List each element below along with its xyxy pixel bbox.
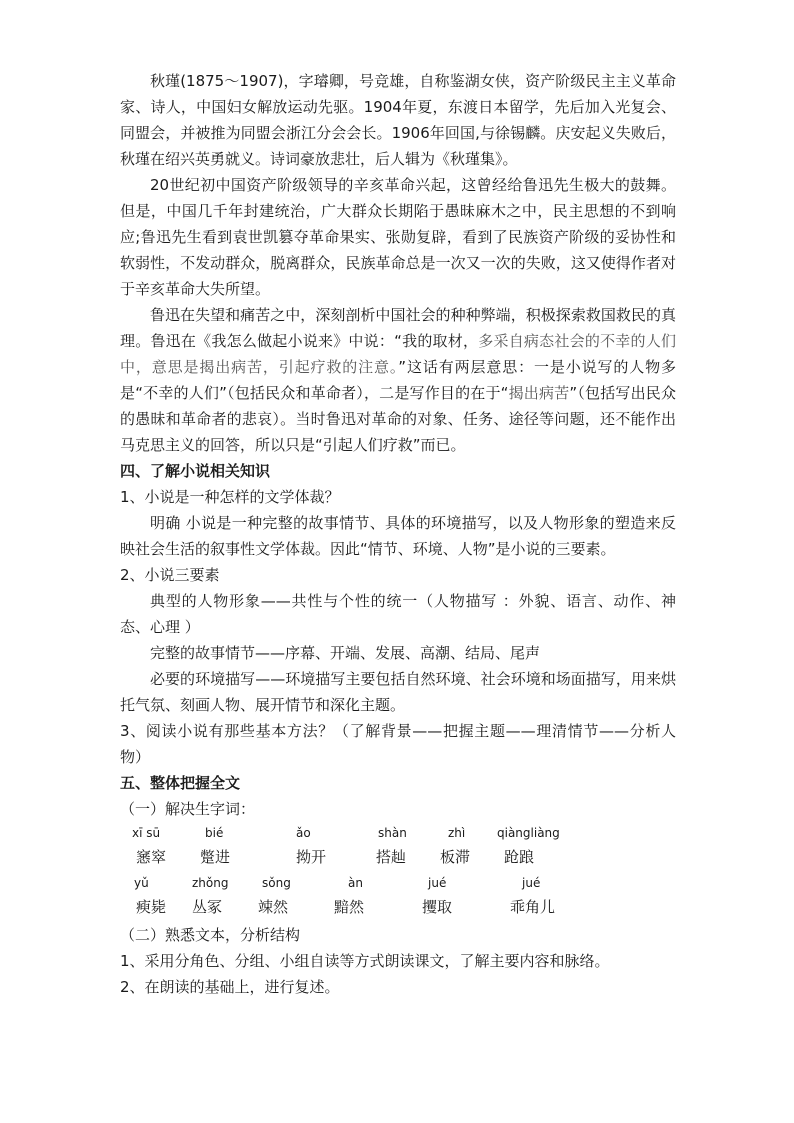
pinyin-item: jué (428, 876, 447, 890)
words-row-2 (120, 896, 676, 922)
section-5-sub1: （一）解决生字词： (120, 800, 256, 818)
section-4-q2: 2、小说三要素 (120, 566, 220, 584)
luxun-quote: 多采自病态社会的不幸的人们中，意思是揭出病苦，引起疗救的注意。 (120, 332, 676, 376)
pinyin-item: qiàngliàng (497, 826, 560, 840)
section-4-heading: 四、了解小说相关知识 (120, 462, 271, 480)
element-plot: 完整的故事情节——序幕、开端、发展、高潮、结局、尾声 (150, 644, 541, 662)
word-item: 窸窣 (136, 848, 167, 866)
luxun-text-b: ”这话有两层意思：一是小说写的人物多是“不幸的人们”（包括民众和革命者），二是写作目的在于“ (120, 358, 676, 402)
luxun-text-c: ”（包括写出民众的愚昧和革命者的悲哀）。当时鲁迅对革命的对象、任务、途径等问题，还不能作出马克思主义的回答，所以只是“引起人们疗救”而已。 (120, 384, 676, 454)
pinyin-item: àn (348, 876, 363, 890)
pinyin-item: yǔ (134, 876, 149, 890)
words-row-1 (120, 846, 676, 872)
pinyin-item: zhǒng (192, 876, 229, 890)
luxun-paragraph (120, 302, 676, 458)
pinyin-item: shàn (378, 826, 407, 840)
section-5-sub2: （二）熟悉文本，分析结构 (120, 926, 301, 944)
pinyin-item: zhì (448, 826, 466, 840)
pinyin-row-2 (120, 876, 676, 896)
pinyin-item: sǒng (262, 876, 291, 890)
pinyin-item: bié (205, 826, 224, 840)
word-item: 跄踉 (504, 848, 535, 866)
word-item: 拗开 (296, 848, 327, 866)
word-item: 板滞 (440, 848, 471, 866)
word-item: 瘐毙 (136, 898, 167, 916)
section-5-step2: 2、在朗读的基础上，进行复述。 (120, 978, 340, 996)
section-5-step1: 1、采用分角色、分组、小组自读等方式朗读课文，了解主要内容和脉络。 (120, 952, 610, 970)
word-item: 乖角儿 (510, 898, 556, 916)
luxun-text-a: 鲁迅在失望和痛苦之中，深刻剖析中国社会的种种弊端，积极探索救国救民的真理。鲁迅在《我怎么做起小说来》中说：“我的取材， (120, 306, 676, 350)
section-4-q1: 1、小说是一种怎样的文学体裁？ (120, 488, 340, 506)
document-page (120, 68, 676, 1000)
pinyin-row-1 (120, 826, 676, 846)
xinhai-paragraph: 20世纪初中国资产阶级领导的辛亥革命兴起，这曾经给鲁迅先生极大的鼓舞。但是，中国几千年封建统治，广大群众长期陷于愚昧麻木之中，民主思想的不到响应;鲁迅先生看到袁世凯篡夺革命果实、张勋复辟，看到了民族资产阶级的妥协性和软弱性，不发动群众，脱离群众，民族革命总是一次又一次的失败，这又使得作者对于辛亥革命大失所望。 (120, 176, 676, 298)
pinyin-item: xī sū (132, 826, 161, 840)
qiujin-paragraph: 秋瑾(1875～1907)，字璿卿，号竞雄，自称鉴湖女侠，资产阶级民主主义革命家、诗人，中国妇女解放运动先驱。1904年夏，东渡日本留学，先后加入光复会、同盟会，并被推为同盟会浙江分会会长。1906年回国,与徐锡麟。庆安起义失败后，秋瑾在绍兴英勇就义。诗词豪放悲壮，后人辑为《秋瑾集》。 (120, 72, 676, 168)
element-character: 典型的人物形象——共性与个性的统一（人物描写 ：外貌、语言、动作、神态、心理 ） (120, 592, 676, 636)
word-item: 搭赸 (376, 848, 407, 866)
section-4-q3: 3、阅读小说有那些基本方法？（了解背景——把握主题——理清情节——分析人物） (120, 722, 676, 766)
pinyin-item: ǎo (296, 826, 311, 840)
pinyin-item: jué (522, 876, 541, 890)
section-5-heading: 五、整体把握全文 (120, 774, 241, 792)
word-item: 蹩进 (200, 848, 231, 866)
luxun-quote-2: 揭出病苦 (508, 384, 570, 402)
element-setting: 必要的环境描写——环境描写主要包括自然环境、社会环境和场面描写，用来烘托气氛、刻画人物、展开情节和深化主题。 (120, 670, 676, 714)
word-item: 丛冢 (192, 898, 223, 916)
section-4-a1: 明确 小说是一种完整的故事情节、具体的环境描写，以及人物形象的塑造来反映社会生活的叙事性文学体裁。因此“情节、环境、人物”是小说的三要素。 (120, 514, 676, 558)
word-item: 黯然 (334, 898, 365, 916)
word-item: 攫取 (422, 898, 453, 916)
word-item: 竦然 (258, 898, 289, 916)
